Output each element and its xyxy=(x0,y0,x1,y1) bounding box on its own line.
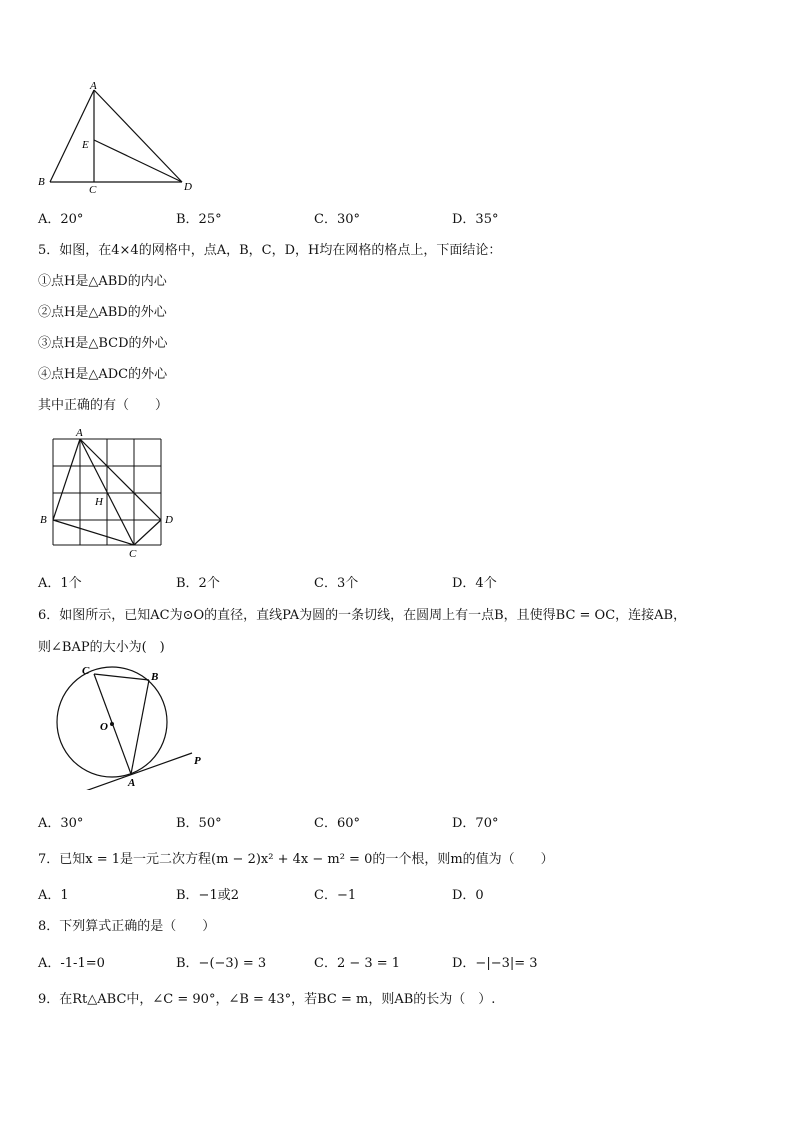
q4-label-b: B xyxy=(38,176,45,188)
q5-grid-figure xyxy=(36,424,186,560)
q6-option-a[interactable]: A．30° xyxy=(38,816,84,831)
q5-statement-2: ②点H是△ABD的外心 xyxy=(38,305,167,320)
q6-label-p: P xyxy=(194,755,201,767)
q5-option-c[interactable]: C．3个 xyxy=(314,576,359,591)
q5-statement-1: ①点H是△ABD的内心 xyxy=(38,274,167,289)
q5-option-b[interactable]: B．2个 xyxy=(176,576,220,591)
q4-triangle-figure xyxy=(30,78,210,198)
q6-stem-line1: 6．如图所示，已知AC为⊙O的直径，直线PA为圆的一条切线，在圆周上有一点B，且使得BC = OC，连接AB， xyxy=(38,608,687,623)
q8-option-b[interactable]: B．−(−3) = 3 xyxy=(176,956,267,971)
q6-label-o: O xyxy=(100,721,108,733)
q6-label-c: C xyxy=(82,665,90,677)
q5-label-a: A xyxy=(76,427,83,439)
q7-option-d[interactable]: D．0 xyxy=(452,888,484,903)
q8-stem: 8．下列算式正确的是（ ） xyxy=(38,919,216,934)
q5-stem: 5．如图，在4×4的网格中，点A，B，C，D，H均在网格的格点上，下面结论： xyxy=(38,243,502,258)
q5-label-h: H xyxy=(95,496,103,508)
q5-statement-4: ④点H是△ADC的外心 xyxy=(38,367,168,382)
q6-circle-figure xyxy=(40,660,215,790)
q7-option-b[interactable]: B．−1或2 xyxy=(176,888,239,903)
q8-option-a[interactable]: A．-1-1=0 xyxy=(38,956,105,971)
q6-label-b: B xyxy=(151,671,159,683)
q6-option-d[interactable]: D．70° xyxy=(452,816,499,831)
q6-stem-line2: 则∠BAP的大小为( ) xyxy=(38,640,165,655)
q4-label-c: C xyxy=(89,184,97,196)
q8-option-d[interactable]: D．−|−3|= 3 xyxy=(452,956,538,971)
q6-option-c[interactable]: C．60° xyxy=(314,816,360,831)
q5-label-c: C xyxy=(129,548,137,560)
q7-option-a[interactable]: A．1 xyxy=(38,888,69,903)
q4-label-a: A xyxy=(90,80,97,92)
q8-option-c[interactable]: C．2 − 3 = 1 xyxy=(314,956,401,971)
q5-option-a[interactable]: A．1个 xyxy=(38,576,82,591)
q7-stem: 7．已知x = 1是一元二次方程(m − 2)x² + 4x − m² = 0的一个根，则m的值为（ ） xyxy=(38,852,554,867)
q9-stem: 9．在Rt△ABC中，∠C = 90°，∠B = 43°，若BC = m，则AB的长为（ ）. xyxy=(38,992,496,1007)
q5-statement-3: ③点H是△BCD的外心 xyxy=(38,336,168,351)
q4-option-d[interactable]: D．35° xyxy=(452,212,499,227)
q5-option-d[interactable]: D．4个 xyxy=(452,576,497,591)
q5-ask: 其中正确的有（ ） xyxy=(38,398,169,413)
q4-option-a[interactable]: A．20° xyxy=(38,212,84,227)
q6-label-a: A xyxy=(128,777,136,789)
q4-label-e: E xyxy=(82,139,89,151)
q5-label-b: B xyxy=(40,514,47,526)
q4-option-c[interactable]: C．30° xyxy=(314,212,360,227)
q6-option-b[interactable]: B．50° xyxy=(176,816,222,831)
q4-option-b[interactable]: B．25° xyxy=(176,212,222,227)
q5-label-d: D xyxy=(165,514,173,526)
q7-option-c[interactable]: C．−1 xyxy=(314,888,357,903)
q4-label-d: D xyxy=(184,181,192,193)
